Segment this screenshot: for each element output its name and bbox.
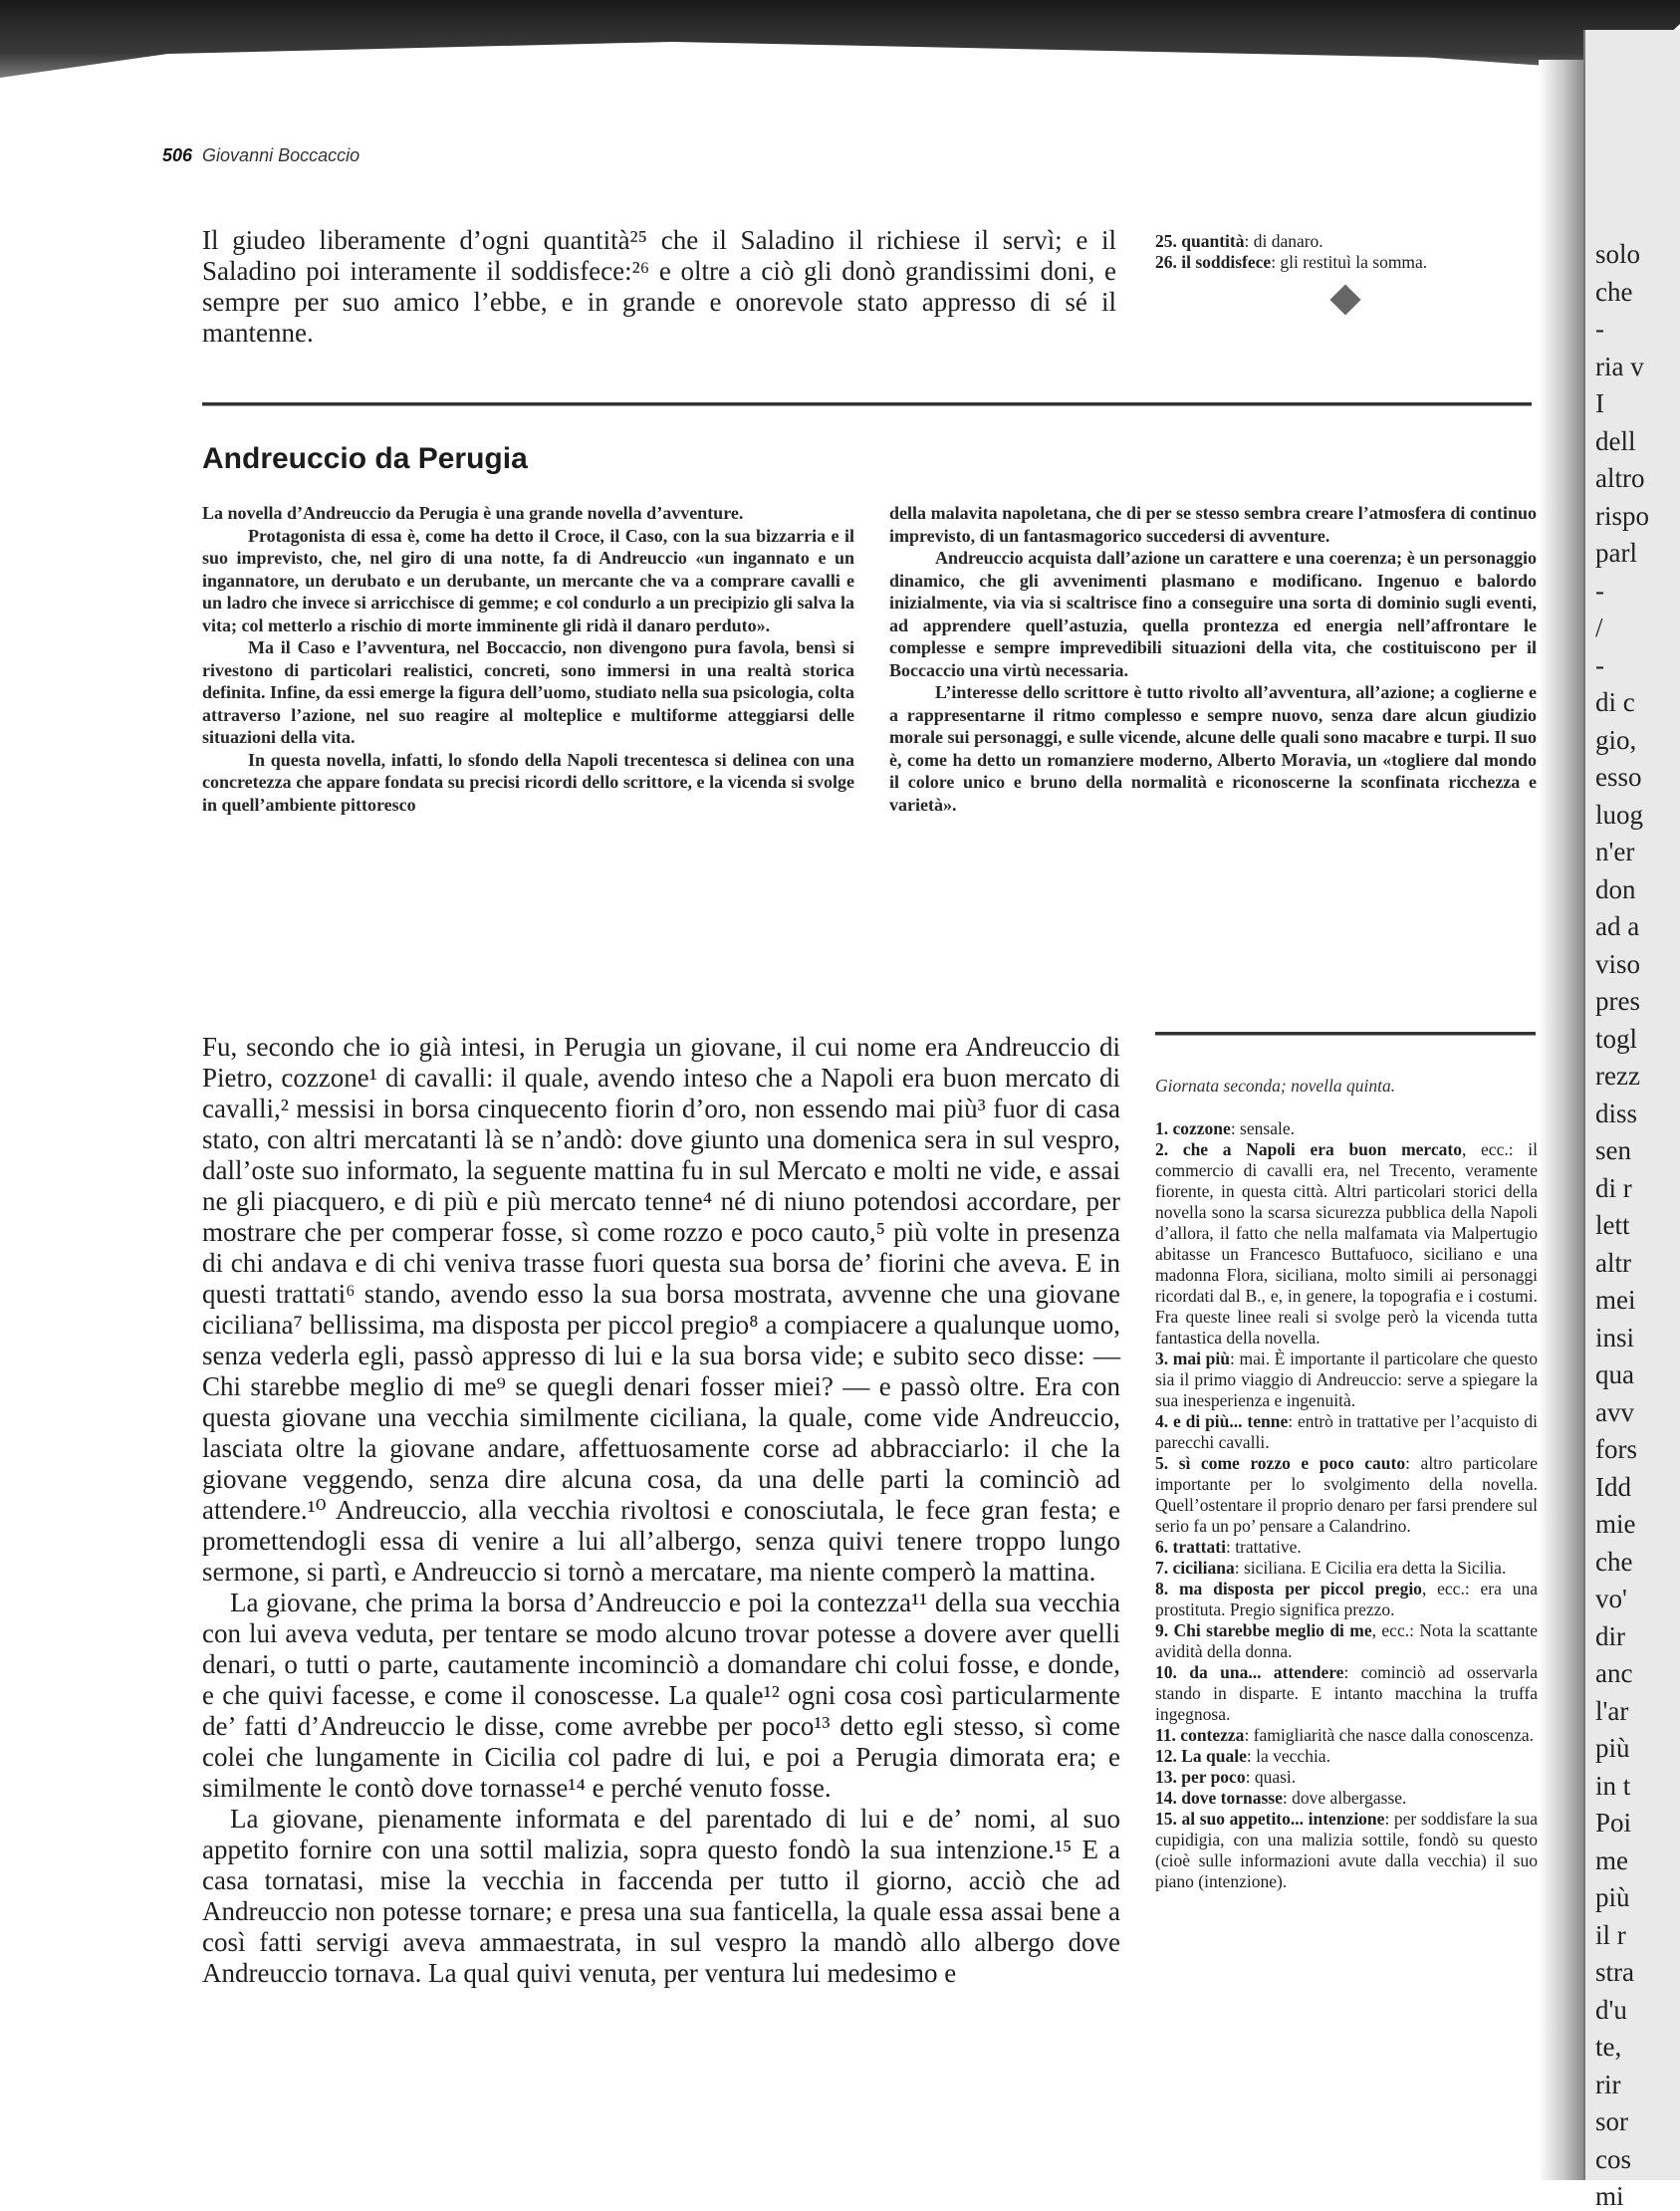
opening-paragraph: Il giudeo liberamente d’ogni quantità²⁵ che il Saladino il richiese il servì; e il Saladino poi interamente il soddisfece:²⁶ e oltre a ciò gli donò grandissimi doni, e sempre per suo amico l’ebbe, e in grande e onorevole stato appresso di sé il mantenne. <box>202 225 1116 348</box>
paragraph: In questa novella, infatti, lo sfondo della Napoli trecentesca si delinea con una concretezza che appare fondata su precisi ricordi dello scrittore, e la vicenda si svolge in quell’ambiente pittoresco <box>202 749 854 815</box>
adjacent-page-fragment: dell <box>1595 425 1636 456</box>
running-head <box>162 145 360 166</box>
footnote-term: mai più <box>1168 1349 1230 1368</box>
footnote <box>1155 1725 1538 1746</box>
footnote-text: : siciliana. E Cicilia era detta la Sicilia. <box>1234 1558 1507 1578</box>
paragraph: La novella d’Andreuccio da Perugia è una grande novella d’avventure. <box>202 503 744 523</box>
footnote-number: 14. <box>1155 1788 1177 1808</box>
adjacent-page-fragment: mei <box>1595 1285 1636 1315</box>
page-gutter-shadow <box>1539 60 1583 2180</box>
adjacent-page-fragment: rir <box>1595 2069 1621 2099</box>
adjacent-page-fragment: togl <box>1595 1023 1638 1054</box>
footnote-term: ciciliana <box>1168 1558 1235 1578</box>
paragraph: La giovane, che prima la borsa d’Andreuccio e poi la contezza¹¹ della sua vecchia con lui aveva veduta, per tentare se modo alcuno trovar potesse a dovere aver quelli denari, o tutti o parte, cautamente incominciò a domandare chi colui fosse, e donde, e che quivi facesse, e come il conoscesse. La quale¹² ogni cosa così particularmente de’ fatti d’Andreuccio le disse, come avrebbe per poco¹³ detto egli stesso, sì come colei che lungamente in Cicilia col padre di lui, e poi a Perugia dimorata era; e similmente le contò dove tornasse¹⁴ e perché venuto fosse. <box>202 1588 1120 1803</box>
footnote-number: 25. <box>1155 231 1177 251</box>
paragraph: L’interesse dello scrittore è tutto rivolto all’avventura, all’azione; a coglierne e a rappresentarne il ritmo complesso e sempre nuovo, senza dare alcun giudizio morale sui personaggi, e sulle vicende, alcune delle quali sono macabre e turpi. Il suo è, come ha detto un romanziere moderno, Alberto Moravia, un «togliere dal mondo il colore unico e bruno della normalità e riconoscerne la sconfinata ricchezza e varietà». <box>889 682 1537 815</box>
footnote-number: 26. <box>1155 252 1177 272</box>
page-number: 506 <box>162 145 193 165</box>
footnote-number: 3. <box>1155 1349 1169 1368</box>
adjacent-page-fragment: vo' <box>1595 1584 1627 1613</box>
adjacent-page-fragment: ria v <box>1595 351 1644 381</box>
adjacent-page-fragment: stra <box>1595 1957 1634 1987</box>
paragraph: La giovane, pienamente informata e del parentado di lui e de’ nomi, al suo appetito fornire con una sottil malizia, sopra questo fondò la sua intenzione.¹⁵ E a casa tornatasi, mise la vecchia in faccenda per tutto il giorno, acciò che ad Andreuccio non potesse tornare; e presa una sua fanticella, la quale essa assai bene a così fatti servigi aveva ammaestrata, in sul vespro la mandò allo albergo dove Andreuccio tornava. La qual quivi venuta, per ventura lui medesimo e <box>202 1804 1120 1988</box>
footnote-text: : trattative. <box>1225 1537 1302 1557</box>
adjacent-page-fragment: di r <box>1595 1172 1632 1203</box>
adjacent-page-fragment: - <box>1595 649 1604 680</box>
adjacent-page-fragment: anc <box>1595 1658 1633 1688</box>
footnote-term: al suo appetito... intenzione <box>1176 1809 1385 1829</box>
footnote-term: per poco <box>1176 1767 1246 1787</box>
adjacent-page-fragment: gio, <box>1595 724 1637 755</box>
source-reference: Giornata seconda; novella quinta. <box>1155 1076 1396 1096</box>
adjacent-page-fragment: cos <box>1595 2143 1631 2174</box>
author-name: Giovanni Boccaccio <box>202 145 360 165</box>
adjacent-page-fragment: ad a <box>1595 911 1640 941</box>
story-footnotes <box>1155 1076 1538 1892</box>
footnote-number: 8. <box>1155 1579 1169 1598</box>
footnote-number: 13. <box>1155 1767 1177 1787</box>
adjacent-page-fragment: il r <box>1595 1919 1626 1950</box>
footnote-number: 7. <box>1155 1558 1169 1578</box>
footnote <box>1155 1620 1538 1662</box>
footnote-text: : sensale. <box>1230 1118 1295 1138</box>
footnote-number: 11. <box>1155 1725 1176 1745</box>
adjacent-page-fragment: più <box>1595 1733 1630 1763</box>
footnote-text: , ecc.: Nota la scattante avidità della donna. <box>1155 1620 1538 1661</box>
footnote-term: La quale <box>1176 1746 1247 1766</box>
scan-shadow-top <box>0 0 1680 120</box>
adjacent-page-fragment: luog <box>1595 799 1644 830</box>
footnote-number: 12. <box>1155 1746 1177 1766</box>
adjacent-page-fragment: sor <box>1595 2106 1628 2136</box>
footnote-term: quantità <box>1176 231 1245 251</box>
adjacent-page-fragment: pres <box>1595 986 1640 1016</box>
footnote-number: 4. <box>1155 1411 1169 1431</box>
footnote <box>1155 1537 1538 1558</box>
footnote <box>1155 1118 1538 1139</box>
adjacent-page-fragment: viso <box>1595 948 1641 979</box>
adjacent-page-fragment: sen <box>1595 1135 1631 1165</box>
diamond-ornament <box>1329 284 1360 315</box>
footnote-text: , ecc.: era una prostituta. Pregio significa prezzo. <box>1155 1579 1539 1619</box>
footnote-text: : di danaro. <box>1244 231 1323 251</box>
footnote-term: il soddisfece <box>1176 252 1272 272</box>
footnote-text: : cominciò ad osservarla stando in disparte. E intanto macchina la truffa ingegnosa. <box>1155 1662 1538 1724</box>
adjacent-page-fragment: esso <box>1595 762 1642 792</box>
adjacent-page-fragment: l'ar <box>1595 1695 1629 1726</box>
adjacent-page-fragment: Idd <box>1595 1471 1631 1502</box>
paragraph: Ma il Caso e l’avventura, nel Boccaccio, non divengono pura favola, bensì si rivestono di particolari realistici, concreti, sono immersi in una realtà storica definita. Infine, da essi emerge la figura dell’uomo, studiato nella sua psicologia, colta attraverso l’azione, nel suo reagire al molteplice e multiforme atteggiarsi delle situazioni della vita. <box>202 637 854 747</box>
footnote <box>1155 1411 1538 1453</box>
adjacent-page-fragment: - <box>1595 575 1604 606</box>
footnote <box>1155 1662 1538 1725</box>
footnote <box>1155 1139 1538 1349</box>
adjacent-page-fragment: altro <box>1595 463 1645 493</box>
footnote-number: 2. <box>1155 1139 1169 1159</box>
footnote-text: : quasi. <box>1245 1767 1297 1787</box>
adjacent-page-fragment: rispo <box>1595 500 1649 531</box>
footnote-number: 15. <box>1155 1809 1177 1829</box>
paragraph: Andreuccio acquista dall’azione un carattere e una coerenza; è un personaggio dinamico, che gli avvenimenti plasmano e modificano. Ingenuo e balordo inizialmente, via via si scaltrisce fino a conseguire una sorta di dominio sugli eventi, ad apprendere quell’astuzia, quella prontezza ed energia nell’affrontare le complesse e sempre imprevedibili situazioni della vita, che costituiscono per il Boccaccio una virtù necessaria. <box>889 548 1537 680</box>
notes-divider <box>1155 1032 1536 1036</box>
footnote <box>1155 252 1529 273</box>
section-divider <box>202 402 1532 406</box>
adjacent-page-fragment: insi <box>1595 1322 1635 1352</box>
adjacent-page-fragment: che <box>1595 276 1633 307</box>
adjacent-page-fragment: lett <box>1595 1210 1630 1240</box>
paragraph: della malavita napoletana, che di per se stesso sembra creare l’atmosfera di continuo imprevisto, di un fantasmagorico succedersi di avventure. <box>889 503 1537 546</box>
adjacent-page-fragment: I <box>1595 388 1604 418</box>
adjacent-page-fragment: qua <box>1595 1359 1634 1389</box>
footnote-text: , ecc.: il commercio di cavalli era, nel Trecento, veramente fiorente, in questa città. Altri particolari storici della novella sono la scarsa sicurezza pubblica della Napoli d’allora, il fatto che nella malfamata via Malpertugio abitasse un Francesco Buttafuoco, siciliano e una madonna Flora, siciliana, molto simili ai personaggi ricordati dal B., e, in genere, la topografia e i costumi. Fra queste linee reali si svolge però la vicenda tutta fantastica della novella. <box>1155 1139 1538 1348</box>
adjacent-page-fragment: rezz <box>1595 1061 1640 1091</box>
adjacent-page-fragment: Poi <box>1595 1808 1632 1838</box>
adjacent-page-fragment: me <box>1595 1844 1628 1875</box>
footnote <box>1155 1453 1538 1537</box>
footnote-text: : mai. È importante il particolare che questo sia il primo viaggio di Andreuccio: serve a spiegare la sua inesperienza e ingenuità. <box>1155 1349 1538 1410</box>
story-text <box>202 1032 1120 1989</box>
adjacent-page-fragment: di c <box>1595 687 1635 717</box>
opening-footnotes <box>1155 231 1529 273</box>
footnote-text: : gli restituì la somma. <box>1271 252 1428 272</box>
adjacent-page-fragment: te, <box>1595 2032 1622 2062</box>
paragraph: Fu, secondo che io già intesi, in Perugia un giovane, il cui nome era Andreuccio di Pietro, cozzone¹ di cavalli: il quale, avendo inteso che a Napoli era buon mercato di cavalli,² messisi in borsa cinquecento fiorin d’oro, non essendo mai più³ fuor di casa stato, con altri mercatanti là se n’andò: dove giunto una domenica sera in sul vespro, dall’oste suo informato, la seguente mattina fu in sul Mercato e molti ne vide, e assai ne gli piacquero, e di più e più mercato tenne⁴ né di niuno potendosi accordare, per mostrare che per comperar fosse, sì come rozzo e poco cauto,⁵ più volte in presenza di chi andava e di chi veniva trasse fuori questa sua borsa de’ fiorini che aveva. E in questi trattati⁶ stando, avendo esso la sua borsa mostrata, avvenne che una giovane ciciliana⁷ bellissima, ma disposta per piccol pregio⁸ a compiacere a qualunque uomo, senza vederla egli, passò appresso di lui e la sua borsa vide; e subito seco disse: — Chi starebbe meglio di me⁹ se quegli denari fosser miei? — e passò oltre. Era con questa giovane una vecchia similmente ciciliana, la quale, come vide Andreuccio, lasciata oltre la giovane andare, affettuosamente corse ad abbracciarlo: il che la giovane veggendo, senza dire alcuna cosa, da una delle parti la cominciò ad attendere.¹⁰ Andreuccio, alla vecchia rivoltosi e conosciutala, le fece gran festa; e promettendogli essa di venire a lui all’albergo, senza quivi tenere troppo lungo sermone, si partì, e Andreuccio si tornò a mercatare, ma niente comperò la mattina. <box>202 1032 1120 1587</box>
adjacent-page-fragment: n'er <box>1595 837 1635 866</box>
footnote-term: ma disposta per piccol pregio <box>1168 1579 1422 1598</box>
intro-right-column <box>889 502 1537 816</box>
footnote <box>1155 1809 1538 1892</box>
paragraph: Protagonista di essa è, come ha detto il Croce, il Caso, con la sua bizzarria e il suo imprevisto, che, nel giro di una notte, fa di Andreuccio «un ingannato e un ingannatore, un derubato e un derubante, un mercante che va a comprare cavalli e un ladro che invece si arricchisce di gemme; e col condurlo a un precipizio gli salva la vita; col metterlo a rischio di morte imminente gli ridà il danaro perduto». <box>202 525 854 635</box>
footnote-term: trattati <box>1168 1537 1226 1557</box>
footnote <box>1155 1746 1538 1767</box>
footnote-term: sì come rozzo e poco cauto <box>1168 1453 1406 1473</box>
adjacent-page-fragment: parl <box>1595 538 1637 568</box>
opening-text <box>202 225 1116 349</box>
adjacent-page-fragment: altr <box>1595 1247 1631 1278</box>
footnote <box>1155 1788 1538 1809</box>
footnote-number: 6. <box>1155 1537 1169 1557</box>
footnote-number: 1. <box>1155 1118 1169 1138</box>
footnote-term: cozzone <box>1168 1118 1231 1138</box>
adjacent-page-fragment: che <box>1595 1546 1633 1577</box>
adjacent-page-fragment: d'u <box>1595 1994 1627 2025</box>
footnote-text: : la vecchia. <box>1246 1746 1330 1766</box>
adjacent-page-edge <box>1583 30 1680 2211</box>
adjacent-page-fragment: mi <box>1595 2181 1624 2211</box>
footnote-text: : dove albergasse. <box>1282 1788 1407 1808</box>
footnote-text: : altro particolare importante per lo svolgimento della novella. Quell’ostentare il proprio denaro per farsi prendere sul serio fa un po’ pensare a Calandrino. <box>1155 1453 1538 1536</box>
adjacent-page-fragment: in t <box>1595 1770 1631 1801</box>
adjacent-page-fragment: solo <box>1595 239 1641 269</box>
footnote-text: : famigliarità che nasce dalla conoscenza. <box>1244 1725 1534 1745</box>
footnote-text: : entrò in trattative per l’acquisto di parecchi cavalli. <box>1155 1411 1538 1452</box>
footnote-number: 10. <box>1155 1662 1177 1682</box>
footnote-term: contezza <box>1175 1725 1245 1745</box>
adjacent-page-fragment: dir <box>1595 1620 1625 1651</box>
footnote <box>1155 1767 1538 1788</box>
footnote <box>1155 1558 1538 1579</box>
footnote-term: dove tornasse <box>1176 1788 1283 1808</box>
adjacent-page-fragment: don <box>1595 873 1636 904</box>
footnote-number: 9. <box>1155 1620 1169 1640</box>
footnote-text: : per soddisfare la sua cupidigia, con una malizia sottile, fondò su questo (cioè sulle informazioni avute dalla vecchia) il suo piano (intenzione). <box>1155 1809 1538 1891</box>
adjacent-page-fragment: fors <box>1595 1434 1637 1464</box>
adjacent-page-fragment: avv <box>1595 1396 1634 1427</box>
adjacent-page-fragment: - <box>1595 314 1604 344</box>
footnote <box>1155 1349 1538 1411</box>
footnote <box>1155 231 1529 252</box>
footnote-term: da una... attendere <box>1176 1662 1344 1682</box>
footnote-term: Chi starebbe meglio di me <box>1168 1620 1372 1640</box>
section-title: Andreuccio da Perugia <box>202 442 528 475</box>
adjacent-page-fragment: mie <box>1595 1509 1636 1539</box>
footnote-term: che a Napoli era buon mercato <box>1168 1139 1462 1159</box>
adjacent-page-fragment: più <box>1595 1882 1630 1912</box>
adjacent-page-fragment: / <box>1595 613 1603 642</box>
intro-left-column <box>202 502 854 816</box>
footnote-term: e di più... tenne <box>1168 1411 1289 1431</box>
adjacent-page-fragment: diss <box>1595 1098 1638 1128</box>
footnote <box>1155 1579 1538 1620</box>
footnote-number: 5. <box>1155 1453 1169 1473</box>
